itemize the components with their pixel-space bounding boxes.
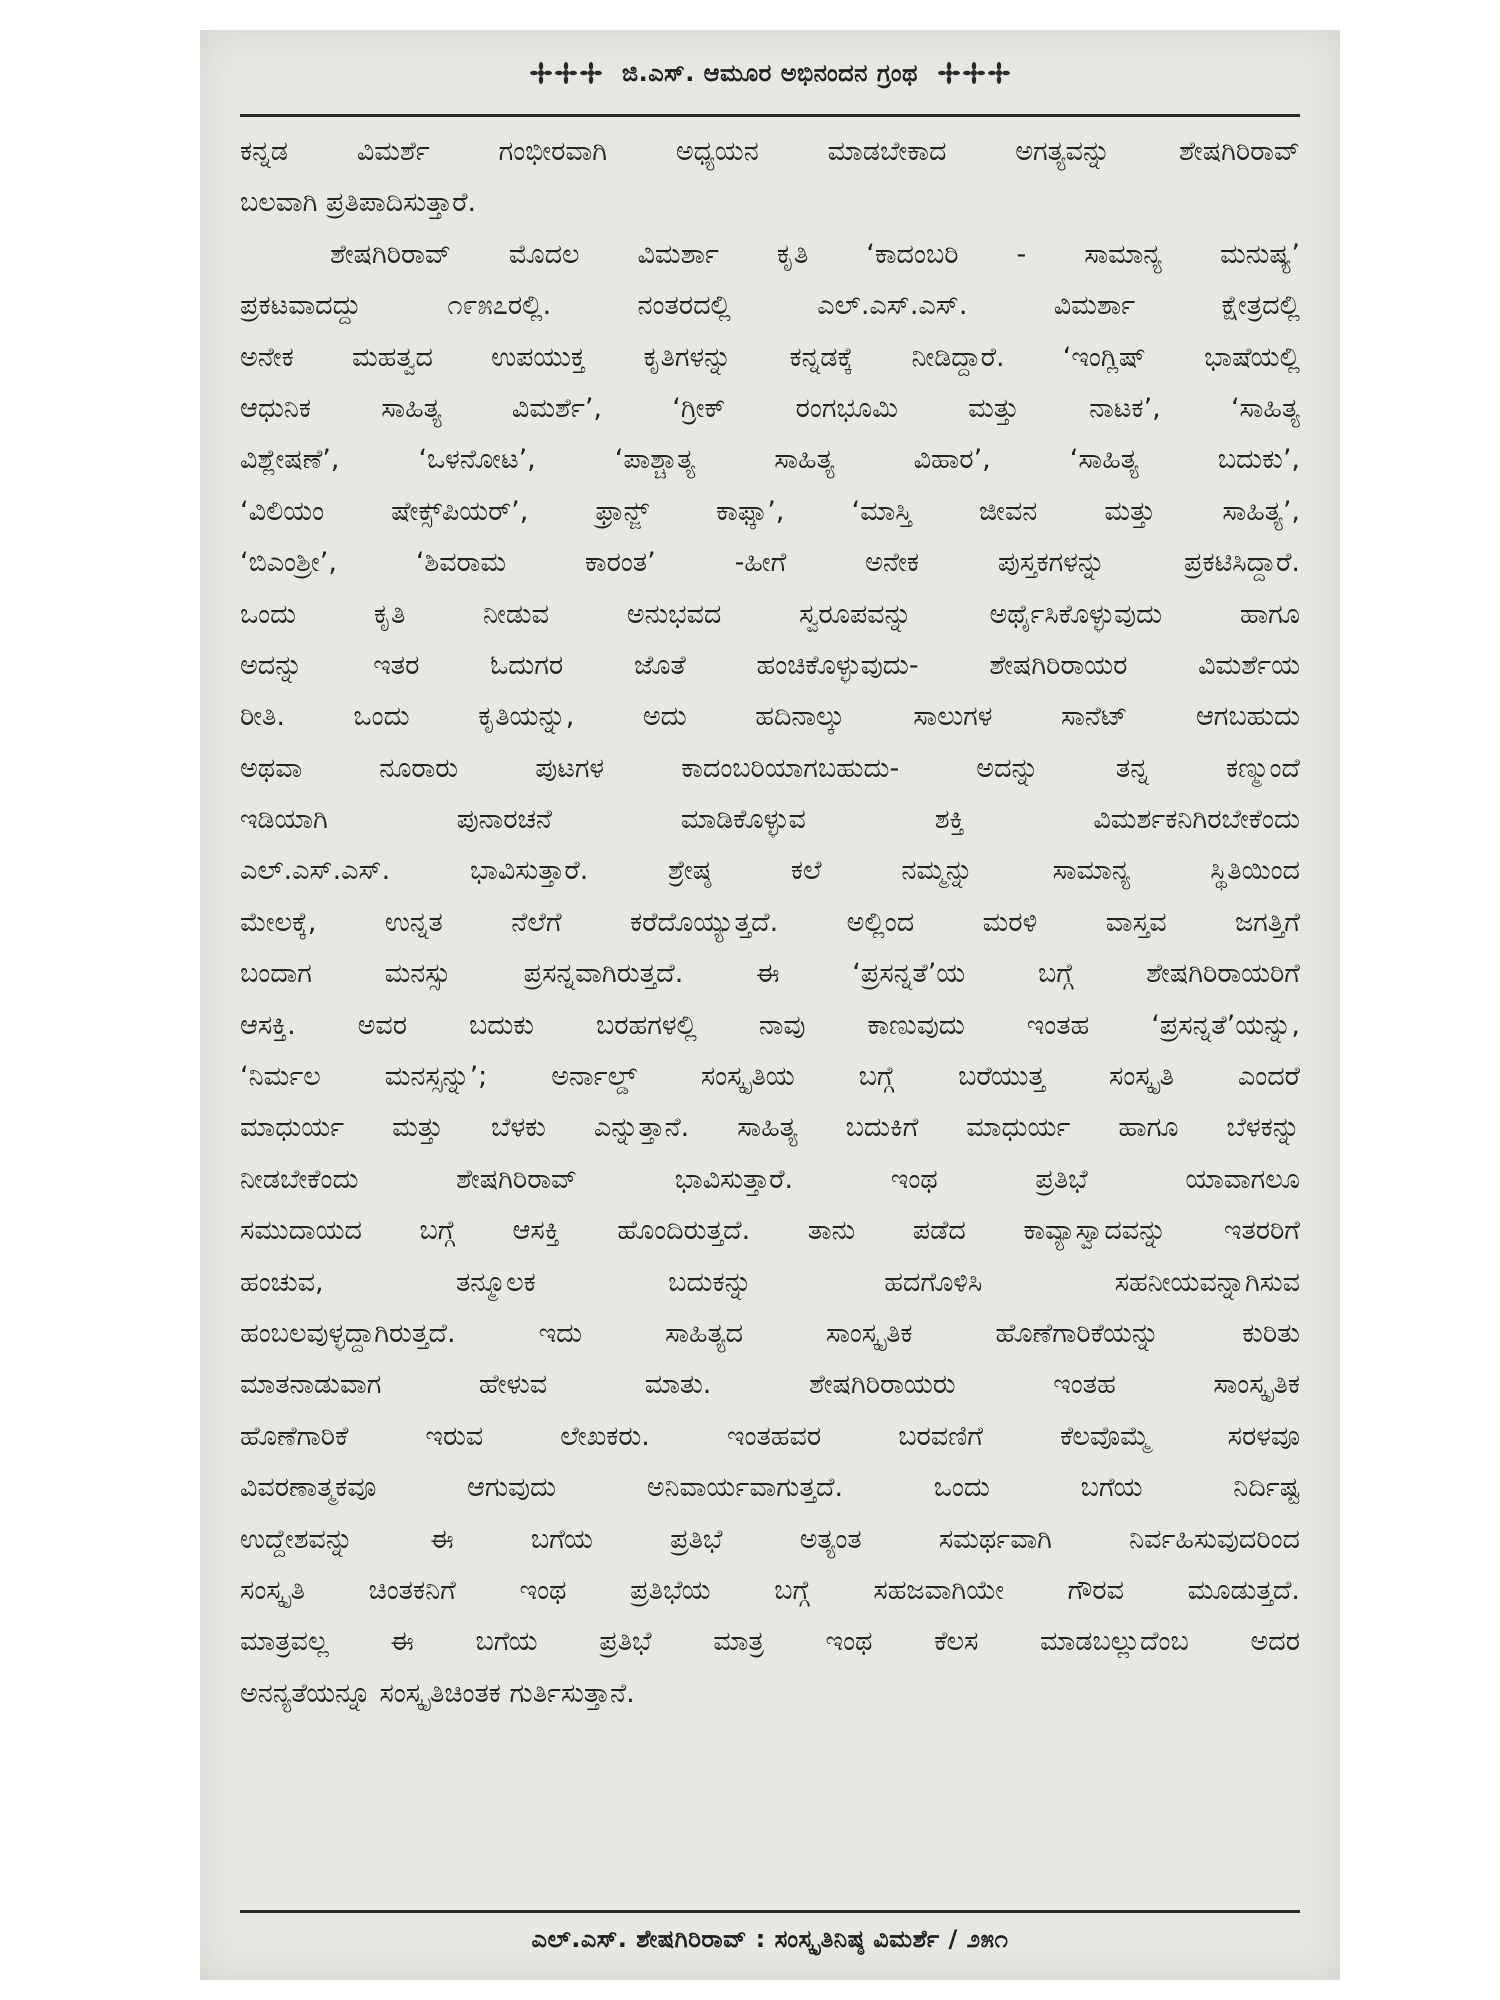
text-line: ಮೇಲಕ್ಕೆ, ಉನ್ನತ ನೆಲೆಗೆ ಕರೆದೊಯ್ಯುತ್ತದೆ. ಅಲ್ಲಿಂದ ಮರಳಿ ವಾಸ್ತವ ಜಗತ್ತಿಗೆ	[240, 906, 1300, 938]
text-line: ಹಂಚುವ, ತನ್ಮೂಲಕ ಬದುಕನ್ನು ಹದಗೊಳಿಸಿ ಸಹನೀಯವನ್ನಾಗಿಸುವ	[240, 1266, 1300, 1298]
running-header	[200, 48, 1340, 98]
text-line: ಆಧುನಿಕ ಸಾಹಿತ್ಯ ವಿಮರ್ಶೆ’, ‘ಗ್ರೀಕ್ ರಂಗಭೂಮಿ ಮತ್ತು ನಾಟಕ’, ‘ಸಾಹಿತ್ಯ	[240, 392, 1300, 424]
text-line: ವಿವರಣಾತ್ಮಕವೂ ಆಗುವುದು ಅನಿವಾರ್ಯವಾಗುತ್ತದೆ. ಒಂದು ಬಗೆಯ ನಿರ್ದಿಷ್ಟ	[240, 1472, 1300, 1504]
text-line: ಬಂದಾಗ ಮನಸ್ಸು ಪ್ರಸನ್ನವಾಗಿರುತ್ತದೆ. ಈ ‘ಪ್ರಸನ್ನತೆ’ಯ ಬಗ್ಗೆ ಶೇಷಗಿರಿರಾಯರಿಗೆ	[240, 958, 1300, 990]
text-line: ‘ನಿರ್ಮಲ ಮನಸ್ಸನ್ನು’; ಅರ್ನಾಲ್ಡ್ ಸಂಸ್ಕೃತಿಯ ಬಗ್ಗೆ ಬರೆಯುತ್ತ ಸಂಸ್ಕೃತಿ ಎಂದರೆ	[240, 1061, 1300, 1093]
text-line: ಅದನ್ನು ಇತರ ಓದುಗರ ಜೊತೆ ಹಂಚಿಕೊಳ್ಳುವುದು- ಶೇಷಗಿರಿರಾಯರ ವಿಮರ್ಶೆಯ	[240, 649, 1300, 681]
text-line: ಪ್ರಕಟವಾದದ್ದು ೧೯೫೭ರಲ್ಲಿ. ನಂತರದಲ್ಲಿ ಎಲ್.ಎಸ್.ಎಸ್. ವಿಮರ್ಶಾ ಕ್ಷೇತ್ರದಲ್ಲಿ	[240, 290, 1300, 322]
text-line: ಮಾತ್ರವಲ್ಲ ಈ ಬಗೆಯ ಪ್ರತಿಭೆ ಮಾತ್ರ ಇಂಥ ಕೆಲಸ ಮಾಡಬಲ್ಲುದೆಂಬ ಅದರ	[240, 1626, 1300, 1658]
text-line: ವಿಶ್ಲೇಷಣೆ’, ‘ಒಳನೋಟ’, ‘ಪಾಶ್ಚಾತ್ಯ ಸಾಹಿತ್ಯ ವಿಹಾರ’, ‘ಸಾಹಿತ್ಯ ಬದುಕು’,	[240, 444, 1300, 476]
text-line: ‘ವಿಲಿಯಂ ಷೇಕ್ಸ್‌ಪಿಯರ್’, ಫ್ರಾನ್ಜ್ ಕಾಫ್ಕಾ’, ‘ಮಾಸ್ತಿ ಜೀವನ ಮತ್ತು ಸಾಹಿತ್ಯ’,	[240, 495, 1300, 527]
text-line: ಬಲವಾಗಿ ಪ್ರತಿಪಾದಿಸುತ್ತಾರೆ.	[240, 187, 477, 219]
text-line: ನೀಡಬೇಕೆಂದು ಶೇಷಗಿರಿರಾವ್ ಭಾವಿಸುತ್ತಾರೆ. ಇಂಥ ಪ್ರತಿಭೆ ಯಾವಾಗಲೂ	[240, 1163, 1300, 1195]
text-line: ಮಾಧುರ್ಯ ಮತ್ತು ಬೆಳಕು ಎನ್ನುತ್ತಾನೆ. ಸಾಹಿತ್ಯ ಬದುಕಿಗೆ ಮಾಧುರ್ಯ ಹಾಗೂ ಬೆಳಕನ್ನು	[240, 1112, 1300, 1144]
text-line: ಹೊಣೆಗಾರಿಕೆ ಇರುವ ಲೇಖಕರು. ಇಂತಹವರ ಬರವಣಿಗೆ ಕೆಲವೊಮ್ಮೆ ಸರಳವೂ	[240, 1420, 1300, 1452]
text-line: ಹಂಬಲವುಳ್ಳದ್ದಾಗಿರುತ್ತದೆ. ಇದು ಸಾಹಿತ್ಯದ ಸಾಂಸ್ಕೃತಿಕ ಹೊಣೆಗಾರಿಕೆಯನ್ನು ಕುರಿತು	[240, 1317, 1300, 1349]
text-line: ಸಮುದಾಯದ ಬಗ್ಗೆ ಆಸಕ್ತಿ ಹೊಂದಿರುತ್ತದೆ. ತಾನು ಪಡೆದ ಕಾವ್ಯಾಸ್ವಾದವನ್ನು ಇತರರಿಗೆ	[240, 1215, 1300, 1247]
floral-ornament-icon	[938, 62, 1010, 84]
book-title: ಜಿ.ಎಸ್. ಆಮೂರ ಅಭಿನಂದನ ಗ್ರಂಥ	[622, 59, 918, 87]
text-line: ಮಾತನಾಡುವಾಗ ಹೇಳುವ ಮಾತು. ಶೇಷಗಿರಿರಾಯರು ಇಂತಹ ಸಾಂಸ್ಕೃತಿಕ	[240, 1369, 1300, 1401]
text-line: ರೀತಿ. ಒಂದು ಕೃತಿಯನ್ನು, ಅದು ಹದಿನಾಲ್ಕು ಸಾಲುಗಳ ಸಾನೆಟ್ ಆಗಬಹುದು	[240, 701, 1300, 733]
text-line: ಸಂಸ್ಕೃತಿ ಚಿಂತಕನಿಗೆ ಇಂಥ ಪ್ರತಿಭೆಯ ಬಗ್ಗೆ ಸಹಜವಾಗಿಯೇ ಗೌರವ ಮೂಡುತ್ತದೆ.	[240, 1574, 1300, 1606]
body-text	[240, 126, 1300, 1719]
text-line: ಅನೇಕ ಮಹತ್ವದ ಉಪಯುಕ್ತ ಕೃತಿಗಳನ್ನು ಕನ್ನಡಕ್ಕೆ ನೀಡಿದ್ದಾರೆ. ‘ಇಂಗ್ಲಿಷ್ ಭಾಷೆಯಲ್ಲಿ	[240, 341, 1300, 373]
text-line: ‘ಬಿಎಂಶ್ರೀ’, ‘ಶಿವರಾಮ ಕಾರಂತ’ -ಹೀಗೆ ಅನೇಕ ಪುಸ್ತಕಗಳನ್ನು ಪ್ರಕಟಿಸಿದ್ದಾರೆ.	[240, 547, 1300, 579]
text-line: ಉದ್ದೇಶವನ್ನು ಈ ಬಗೆಯ ಪ್ರತಿಭೆ ಅತ್ಯಂತ ಸಮರ್ಥವಾಗಿ ನಿರ್ವಹಿಸುವುದರಿಂದ	[240, 1523, 1300, 1555]
text-line: ಆಸಕ್ತಿ. ಅವರ ಬದುಕು ಬರಹಗಳಲ್ಲಿ ನಾವು ಕಾಣುವುದು ಇಂತಹ ‘ಪ್ರಸನ್ನತೆ’ಯನ್ನು,	[240, 1009, 1300, 1041]
text-line: ಅಥವಾ ನೂರಾರು ಪುಟಗಳ ಕಾದಂಬರಿಯಾಗಬಹುದು- ಅದನ್ನು ತನ್ನ ಕಣ್ಮುಂದೆ	[240, 752, 1300, 784]
text-line: ಇಡಿಯಾಗಿ ಪುನಾರಚನೆ ಮಾಡಿಕೊಳ್ಳುವ ಶಕ್ತಿ ವಿಮರ್ಶಕನಿಗಿರಬೇಕೆಂದು	[240, 804, 1300, 836]
text-line: ಕನ್ನಡ ವಿಮರ್ಶೆ ಗಂಭೀರವಾಗಿ ಅಧ್ಯಯನ ಮಾಡಬೇಕಾದ ಅಗತ್ಯವನ್ನು ಶೇಷಗಿರಿರಾವ್	[240, 136, 1300, 167]
running-footer: ಎಲ್.ಎಸ್. ಶೇಷಗಿರಿರಾವ್ : ಸಂಸ್ಕೃತಿನಿಷ್ಠ ವಿಮರ್ಶೆ / ೨೫೧	[531, 1925, 1009, 1953]
text-line: ಒಂದು ಕೃತಿ ನೀಡುವ ಅನುಭವದ ಸ್ವರೂಪವನ್ನು ಅರ್ಥೈಸಿಕೊಳ್ಳುವುದು ಹಾಗೂ	[240, 598, 1300, 630]
text-line: ಎಲ್.ಎಸ್.ಎಸ್. ಭಾವಿಸುತ್ತಾರೆ. ಶ್ರೇಷ್ಠ ಕಲೆ ನಮ್ಮನ್ನು ಸಾಮಾನ್ಯ ಸ್ಥಿತಿಯಿಂದ	[240, 855, 1300, 887]
text-line: ಅನನ್ಯತೆಯನ್ನೂ ಸಂಸ್ಕೃತಿಚಿಂತಕ ಗುರ್ತಿಸುತ್ತಾನೆ.	[240, 1677, 635, 1709]
book-page	[200, 30, 1340, 1980]
header-divider	[240, 114, 1300, 117]
text-line: ಶೇಷಗಿರಿರಾವ್ ಮೊದಲ ವಿಮರ್ಶಾ ಕೃತಿ ‘ಕಾದಂಬರಿ - ಸಾಮಾನ್ಯ ಮನುಷ್ಯ’	[330, 238, 1300, 270]
footer-divider	[240, 1910, 1300, 1913]
floral-ornament-icon	[530, 62, 602, 84]
